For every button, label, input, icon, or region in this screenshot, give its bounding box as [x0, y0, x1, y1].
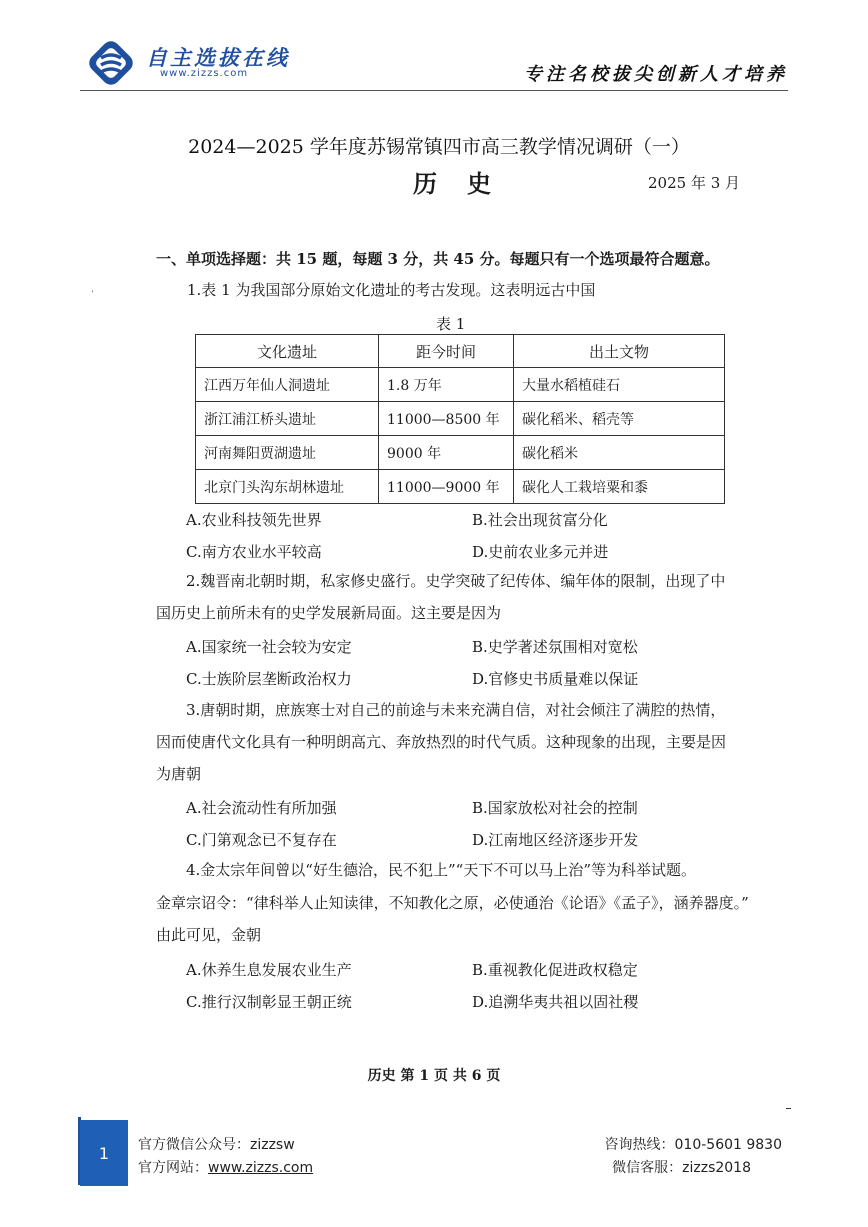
brand-name: 自主选拔在线 — [146, 45, 290, 70]
table-row — [196, 402, 725, 436]
question-3-option-c: C.门第观念已不复存在 — [186, 831, 337, 849]
table-cell: 碳化稻米 — [514, 436, 725, 470]
question-4-option-c: C.推行汉制彰显王朝正统 — [186, 993, 352, 1011]
exam-title: 2024—2025 学年度苏锡常镇四市高三教学情况调研（一） — [188, 136, 690, 158]
question-3-stem-line: 因而使唐代文化具有一种明朗高亢、奔放热烈的时代气质。这种现象的出现，主要是因 — [156, 733, 727, 751]
wechat-service: 微信客服：zizzs2018 — [612, 1160, 751, 1176]
table-cell: 碳化人工栽培粟和黍 — [514, 470, 725, 504]
table-header-cell: 出土文物 — [514, 335, 725, 368]
question-3-option-d: D.江南地区经济逐步开发 — [472, 831, 639, 849]
question-3-stem-line: 为唐朝 — [156, 765, 202, 783]
subject-title: 历史 — [413, 169, 521, 198]
question-1-option-d: D.史前农业多元并进 — [472, 543, 609, 561]
website-line — [138, 1157, 313, 1177]
question-3-stem-line: 3.唐朝时期，庶族寒士对自己的前途与未来充满自信，对社会倾注了满腔的热情， — [186, 701, 726, 719]
table-caption: 表 1 — [436, 315, 466, 333]
question-2-option-c: C.士族阶层垄断政治权力 — [186, 670, 352, 688]
table-row — [196, 436, 725, 470]
section-heading: 一、单项选择题：共 15 题，每题 3 分，共 45 分。每题只有一个选项最符合题意。 — [156, 250, 720, 268]
question-4-option-b: B.重视教化促进政权稳定 — [472, 961, 638, 979]
question-2-option-a: A.国家统一社会较为安定 — [186, 638, 352, 656]
question-4-stem-line: 由此可见，金朝 — [156, 926, 262, 944]
exam-date: 2025 年 3 月 — [648, 174, 741, 192]
slogan: 专注名校拔尖创新人才培养 — [524, 64, 788, 85]
corner-mark — [786, 1108, 791, 1109]
table-header-cell: 距今时间 — [379, 335, 514, 368]
table-cell: 碳化稻米、稻壳等 — [514, 402, 725, 436]
table-header-row — [196, 335, 725, 368]
table-cell: 11000—8500 年 — [379, 402, 514, 436]
wechat-official-account: 官方微信公众号：zizzsw — [138, 1137, 295, 1153]
table-cell: 河南舞阳贾湖遗址 — [196, 436, 379, 470]
table-cell: 浙江浦江桥头遗址 — [196, 402, 379, 436]
table-header-cell: 文化遗址 — [196, 335, 379, 368]
question-3-option-a: A.社会流动性有所加强 — [186, 799, 337, 817]
question-2-option-b: B.史学著述氛围相对宽松 — [472, 638, 638, 656]
hotline: 咨询热线：010-5601 9830 — [604, 1137, 782, 1153]
question-2-stem-line: 2.魏晋南北朝时期，私家修史盛行。史学突破了纪传体、编年体的限制，出现了中 — [186, 572, 726, 590]
header-divider — [80, 90, 788, 91]
table-cell: 9000 年 — [379, 436, 514, 470]
website-label: 官方网站： — [138, 1160, 208, 1176]
question-1-option-a: A.农业科技领先世界 — [186, 511, 322, 529]
question-4-option-a: A.休养生息发展农业生产 — [186, 961, 352, 979]
table-cell: 大量水稻植硅石 — [514, 368, 725, 402]
page-footer: 历史 第 1 页 共 6 页 — [367, 1068, 501, 1084]
question-3-option-b: B.国家放松对社会的控制 — [472, 799, 638, 817]
table-cell: 1.8 万年 — [379, 368, 514, 402]
question-1-stem: 1.表 1 为我国部分原始文化遗址的考古发现。这表明远古中国 — [187, 281, 596, 299]
question-1-option-b: B.社会出现贫富分化 — [472, 511, 608, 529]
margin-mark: ˌ — [91, 283, 94, 294]
question-2-option-d: D.官修史书质量难以保证 — [472, 670, 639, 688]
table-cell: 11000—9000 年 — [379, 470, 514, 504]
archaeology-table — [195, 334, 725, 504]
question-2-stem-line: 国历史上前所未有的史学发展新局面。这主要是因为 — [156, 604, 502, 622]
question-4-stem-line: 金章宗诏令：“律科举人止知读律，不知教化之原，必使通治《论语》《孟子》，涵养器度。” — [156, 894, 749, 912]
page-number-box — [80, 1120, 128, 1186]
table-row — [196, 368, 725, 402]
table-cell: 江西万年仙人洞遗址 — [196, 368, 379, 402]
brand-url: www.zizzs.com — [160, 68, 249, 79]
table-row — [196, 470, 725, 504]
zizzs-logo-icon — [86, 38, 136, 88]
question-4-option-d: D.追溯华夷共祖以固社稷 — [472, 993, 639, 1011]
question-1-option-c: C.南方农业水平较高 — [186, 543, 322, 561]
page-number: 1 — [98, 1143, 110, 1163]
website-link[interactable]: www.zizzs.com — [208, 1160, 314, 1176]
table-cell: 北京门头沟东胡林遗址 — [196, 470, 379, 504]
question-4-stem-line: 4.金太宗年间曾以“好生德洽，民不犯上”“天下不可以马上治”等为科举试题。 — [186, 861, 696, 879]
